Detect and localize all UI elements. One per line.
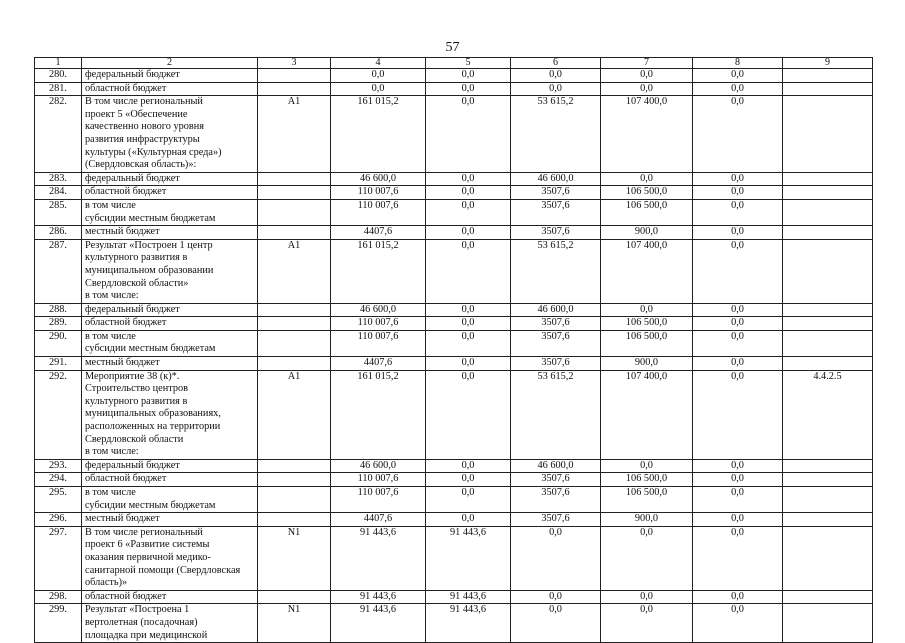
value-col5-cell: 0,0 [426,459,511,473]
index-cell [783,226,873,240]
value-col4-cell: 91 443,6 [331,604,426,643]
index-cell [783,317,873,331]
item-name-cell: федеральный бюджет [82,303,258,317]
value-col8-cell: 0,0 [693,82,783,96]
value-col5-cell: 0,0 [426,186,511,200]
value-col8-cell: 0,0 [693,199,783,225]
index-cell: 4.4.2.5 [783,370,873,459]
code-cell [258,459,331,473]
item-name-cell: федеральный бюджет [82,459,258,473]
value-col7-cell: 0,0 [601,604,693,643]
value-col6-cell: 3507,6 [511,513,601,527]
value-col6-cell: 0,0 [511,590,601,604]
value-col8-cell: 0,0 [693,459,783,473]
value-col6-cell: 3507,6 [511,473,601,487]
value-col7-cell: 0,0 [601,303,693,317]
value-col5-cell: 0,0 [426,303,511,317]
value-col4-cell: 161 015,2 [331,96,426,173]
item-name-cell: в том числе субсидии местным бюджетам [82,487,258,513]
row-number-cell: 290. [35,330,82,356]
item-name-cell: местный бюджет [82,226,258,240]
value-col6-cell: 3507,6 [511,487,601,513]
value-col5-cell: 0,0 [426,226,511,240]
code-cell [258,226,331,240]
item-name-cell: в том числе субсидии местным бюджетам [82,199,258,225]
column-header: 4 [331,58,426,69]
value-col8-cell: 0,0 [693,330,783,356]
row-number-cell: 292. [35,370,82,459]
item-name-cell: федеральный бюджет [82,172,258,186]
item-name-cell: В том числе региональный проект 6 «Развитие системы оказания первичной медико- санитарной помощи (Свердловская область)» [82,526,258,590]
row-number-cell: 281. [35,82,82,96]
value-col5-cell: 0,0 [426,513,511,527]
value-col7-cell: 0,0 [601,459,693,473]
value-col8-cell: 0,0 [693,69,783,83]
index-cell [783,199,873,225]
index-cell [783,69,873,83]
value-col4-cell: 46 600,0 [331,459,426,473]
item-name-cell: федеральный бюджет [82,69,258,83]
item-name-cell: областной бюджет [82,186,258,200]
column-header: 8 [693,58,783,69]
row-number-cell: 284. [35,186,82,200]
table-row [35,303,873,317]
row-number-cell: 288. [35,303,82,317]
value-col5-cell: 0,0 [426,199,511,225]
item-name-cell: областной бюджет [82,317,258,331]
value-col7-cell: 106 500,0 [601,186,693,200]
value-col8-cell: 0,0 [693,303,783,317]
value-col6-cell: 53 615,2 [511,370,601,459]
value-col6-cell: 0,0 [511,604,601,643]
value-col8-cell: 0,0 [693,317,783,331]
value-col6-cell: 0,0 [511,82,601,96]
table-row [35,172,873,186]
value-col6-cell: 53 615,2 [511,96,601,173]
value-col5-cell: 0,0 [426,370,511,459]
value-col5-cell: 91 443,6 [426,526,511,590]
index-cell [783,357,873,371]
row-number-cell: 287. [35,239,82,303]
value-col8-cell: 0,0 [693,513,783,527]
code-cell: A1 [258,370,331,459]
code-cell [258,303,331,317]
value-col5-cell: 0,0 [426,473,511,487]
table-row [35,82,873,96]
value-col8-cell: 0,0 [693,96,783,173]
table-row [35,487,873,513]
value-col7-cell: 0,0 [601,526,693,590]
index-cell [783,487,873,513]
value-col5-cell: 0,0 [426,330,511,356]
index-cell [783,303,873,317]
value-col4-cell: 4407,6 [331,513,426,527]
row-number-cell: 282. [35,96,82,173]
code-cell [258,473,331,487]
value-col7-cell: 106 500,0 [601,330,693,356]
table-row [35,526,873,590]
value-col4-cell: 4407,6 [331,357,426,371]
table-row [35,459,873,473]
value-col5-cell: 0,0 [426,96,511,173]
table-header-row [35,58,873,69]
value-col6-cell: 46 600,0 [511,459,601,473]
value-col7-cell: 0,0 [601,172,693,186]
index-cell [783,96,873,173]
value-col4-cell: 110 007,6 [331,473,426,487]
value-col6-cell: 3507,6 [511,226,601,240]
index-cell [783,513,873,527]
value-col6-cell: 0,0 [511,69,601,83]
value-col7-cell: 107 400,0 [601,370,693,459]
value-col7-cell: 0,0 [601,82,693,96]
row-number-cell: 289. [35,317,82,331]
code-cell: A1 [258,96,331,173]
item-name-cell: местный бюджет [82,513,258,527]
code-cell [258,330,331,356]
value-col5-cell: 0,0 [426,82,511,96]
table-row [35,357,873,371]
value-col4-cell: 0,0 [331,82,426,96]
value-col8-cell: 0,0 [693,226,783,240]
item-name-cell: Мероприятие 38 (к)*. Строительство центров культурного развития в муниципальных образованиях, расположенных на территории Свердловской области в том числе: [82,370,258,459]
value-col4-cell: 4407,6 [331,226,426,240]
index-cell [783,239,873,303]
index-cell [783,473,873,487]
item-name-cell: областной бюджет [82,590,258,604]
value-col4-cell: 91 443,6 [331,590,426,604]
row-number-cell: 299. [35,604,82,643]
value-col4-cell: 46 600,0 [331,172,426,186]
value-col4-cell: 46 600,0 [331,303,426,317]
value-col7-cell: 0,0 [601,69,693,83]
value-col7-cell: 900,0 [601,226,693,240]
value-col6-cell: 3507,6 [511,330,601,356]
table-row [35,96,873,173]
column-header: 2 [82,58,258,69]
page-number: 57 [445,40,460,55]
table-row [35,199,873,225]
column-header: 7 [601,58,693,69]
code-cell: N1 [258,526,331,590]
value-col4-cell: 110 007,6 [331,186,426,200]
value-col7-cell: 106 500,0 [601,199,693,225]
value-col8-cell: 0,0 [693,370,783,459]
item-name-cell: местный бюджет [82,357,258,371]
table-row [35,239,873,303]
value-col6-cell: 3507,6 [511,317,601,331]
code-cell [258,357,331,371]
row-number-cell: 295. [35,487,82,513]
value-col8-cell: 0,0 [693,473,783,487]
value-col8-cell: 0,0 [693,526,783,590]
row-number-cell: 297. [35,526,82,590]
item-name-cell: Результат «Построен 1 центр культурного развития в муниципальном образовании Свердловской области» в том числе: [82,239,258,303]
column-header: 3 [258,58,331,69]
value-col5-cell: 0,0 [426,317,511,331]
code-cell [258,590,331,604]
value-col8-cell: 0,0 [693,487,783,513]
index-cell [783,330,873,356]
table-row [35,186,873,200]
value-col6-cell: 46 600,0 [511,172,601,186]
code-cell [258,487,331,513]
value-col4-cell: 110 007,6 [331,199,426,225]
value-col5-cell: 0,0 [426,239,511,303]
value-col4-cell: 110 007,6 [331,487,426,513]
row-number-cell: 285. [35,199,82,225]
index-cell [783,186,873,200]
table-row [35,226,873,240]
row-number-cell: 283. [35,172,82,186]
value-col6-cell: 3507,6 [511,357,601,371]
value-col8-cell: 0,0 [693,357,783,371]
code-cell [258,199,331,225]
row-number-cell: 286. [35,226,82,240]
value-col5-cell: 0,0 [426,357,511,371]
table-row [35,330,873,356]
code-cell [258,172,331,186]
code-cell: N1 [258,604,331,643]
value-col4-cell: 110 007,6 [331,330,426,356]
value-col4-cell: 0,0 [331,69,426,83]
index-cell [783,172,873,186]
value-col7-cell: 900,0 [601,513,693,527]
row-number-cell: 293. [35,459,82,473]
index-cell [783,82,873,96]
column-header: 1 [35,58,82,69]
item-name-cell: областной бюджет [82,473,258,487]
value-col6-cell: 3507,6 [511,186,601,200]
table-row [35,473,873,487]
row-number-cell: 291. [35,357,82,371]
table-row [35,317,873,331]
value-col7-cell: 106 500,0 [601,473,693,487]
value-col5-cell: 0,0 [426,487,511,513]
row-number-cell: 298. [35,590,82,604]
code-cell [258,186,331,200]
value-col8-cell: 0,0 [693,604,783,643]
column-header: 6 [511,58,601,69]
value-col7-cell: 106 500,0 [601,317,693,331]
value-col5-cell: 91 443,6 [426,590,511,604]
value-col6-cell: 53 615,2 [511,239,601,303]
index-cell [783,526,873,590]
index-cell [783,604,873,643]
value-col5-cell: 0,0 [426,69,511,83]
value-col4-cell: 91 443,6 [331,526,426,590]
value-col6-cell: 0,0 [511,526,601,590]
table-row [35,604,873,643]
index-cell [783,590,873,604]
row-number-cell: 280. [35,69,82,83]
value-col8-cell: 0,0 [693,172,783,186]
value-col7-cell: 107 400,0 [601,96,693,173]
row-number-cell: 296. [35,513,82,527]
index-cell [783,459,873,473]
value-col4-cell: 161 015,2 [331,370,426,459]
value-col7-cell: 0,0 [601,590,693,604]
value-col8-cell: 0,0 [693,239,783,303]
code-cell: A1 [258,239,331,303]
item-name-cell: в том числе субсидии местным бюджетам [82,330,258,356]
item-name-cell: областной бюджет [82,82,258,96]
budget-table [34,57,873,643]
value-col4-cell: 110 007,6 [331,317,426,331]
value-col5-cell: 0,0 [426,172,511,186]
column-header: 9 [783,58,873,69]
table-row [35,590,873,604]
value-col8-cell: 0,0 [693,186,783,200]
value-col8-cell: 0,0 [693,590,783,604]
value-col4-cell: 161 015,2 [331,239,426,303]
row-number-cell: 294. [35,473,82,487]
value-col7-cell: 900,0 [601,357,693,371]
code-cell [258,69,331,83]
value-col7-cell: 106 500,0 [601,487,693,513]
value-col6-cell: 3507,6 [511,199,601,225]
item-name-cell: В том числе региональный проект 5 «Обеспечение качественно нового уровня развития инфраструктуры культуры («Культурная среда») (Свердловская область)»: [82,96,258,173]
table-row [35,513,873,527]
table-row [35,69,873,83]
value-col6-cell: 46 600,0 [511,303,601,317]
code-cell [258,513,331,527]
table-row [35,370,873,459]
code-cell [258,317,331,331]
value-col7-cell: 107 400,0 [601,239,693,303]
value-col5-cell: 91 443,6 [426,604,511,643]
column-header: 5 [426,58,511,69]
table-body [35,69,873,643]
code-cell [258,82,331,96]
item-name-cell: Результат «Построена 1 вертолетная (посадочная) площадка при медицинской [82,604,258,643]
